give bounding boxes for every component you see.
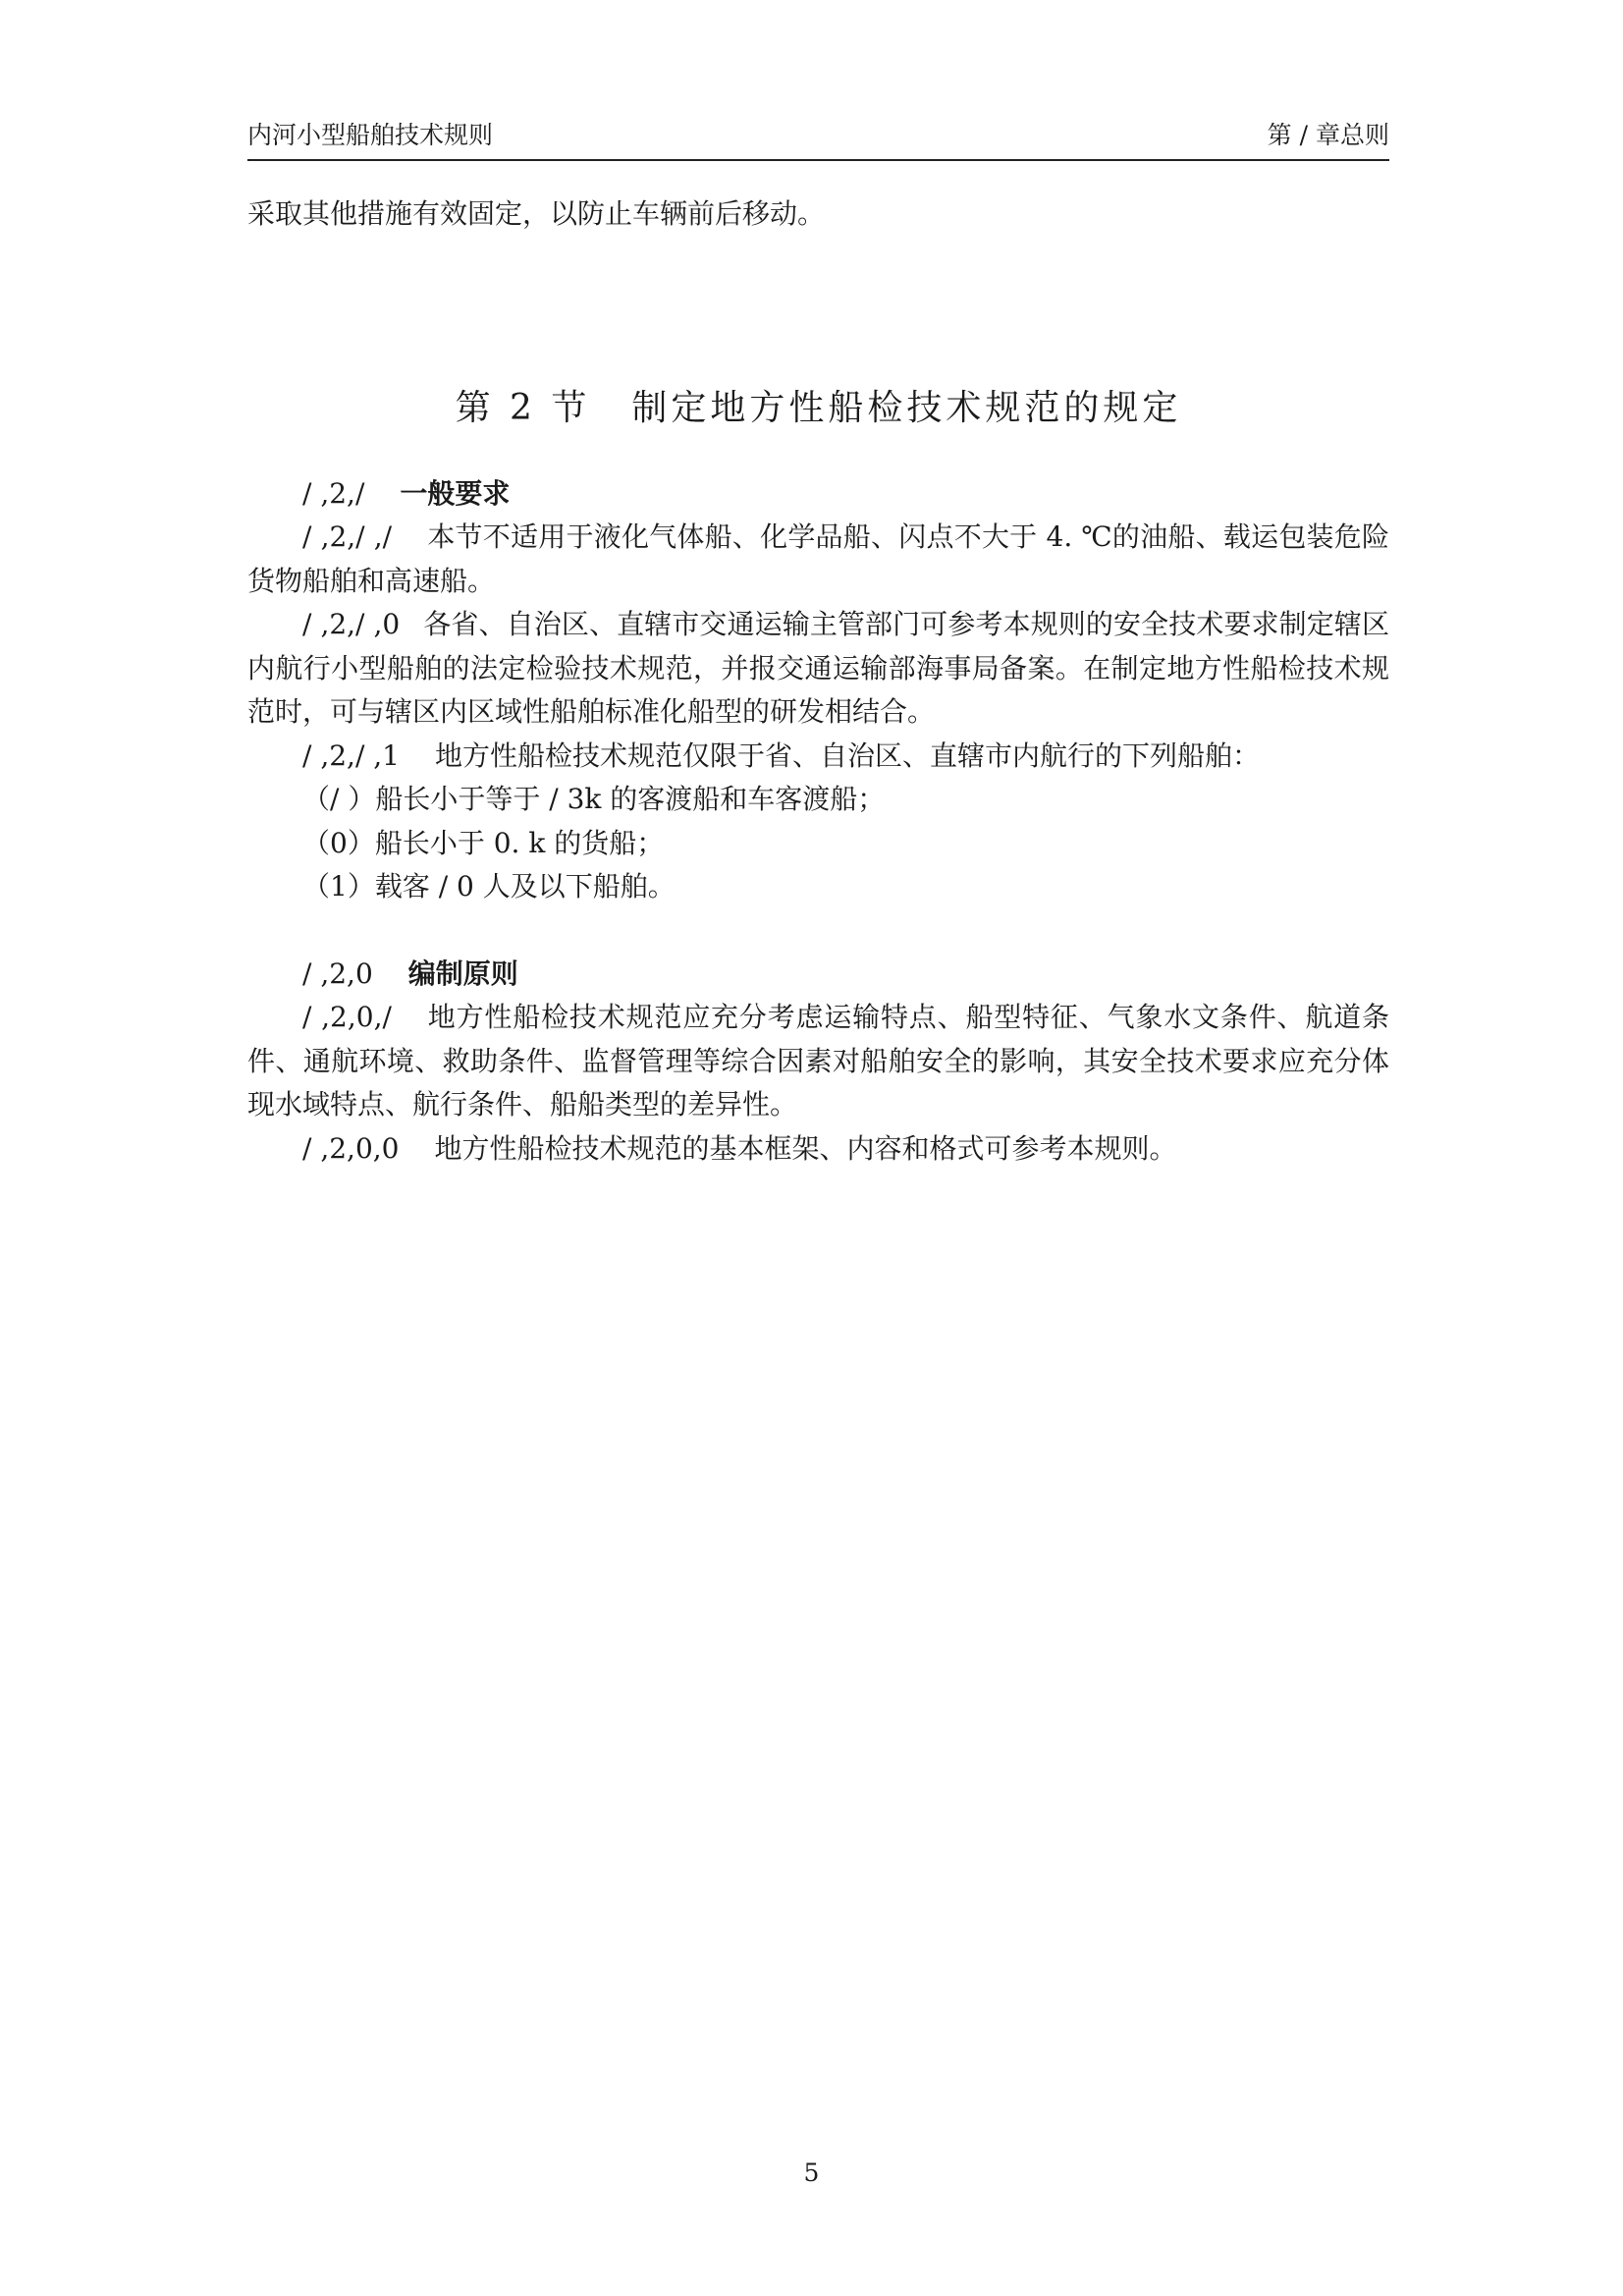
clause-number: / ,2,/ ,/: [302, 520, 393, 553]
clause-text: 本节不适用于液化气体船、化学品船、闪点不大于 4. ℃的油船、载运包装危险货物船舶和高速船。: [247, 520, 1390, 597]
page-body: [247, 192, 1389, 1171]
intro-line: 采取其他措施有效固定，以防止车辆前后移动。: [247, 197, 826, 230]
clause-1-3: [247, 735, 1389, 779]
subsection-title-1: 一般要求: [400, 476, 511, 510]
page-number: 5: [803, 2159, 820, 2187]
clause-1-1: [247, 516, 1389, 603]
subsection-number-1: / ,2,/: [302, 476, 365, 510]
list-item: （1）载客 / 0 人及以下船舶。: [302, 870, 676, 902]
section-number: 第 2 节: [455, 387, 591, 428]
list-item: （/ ）船长小于等于 / 3k 的客渡船和车客渡船；: [302, 783, 886, 815]
list-item: （0）船长小于 0. k 的货船；: [302, 826, 665, 859]
subsection-heading-2: [247, 953, 1389, 997]
clause-number: / ,2,0,0: [302, 1131, 400, 1165]
clause-number: / ,2,0,/: [302, 1001, 392, 1033]
clause-number: / ,2,/ ,1: [302, 738, 400, 772]
header-rule: [247, 159, 1389, 161]
clause-text: 地方性船检技术规范仅限于省、自治区、直辖市内航行的下列船舶：: [435, 738, 1261, 772]
clause-1-2: [247, 603, 1389, 735]
clause-2-2: [247, 1127, 1389, 1172]
clause-number: / ,2,/ ,0: [302, 608, 401, 640]
clause-text: 各省、自治区、直辖市交通运输主管部门可参考本规则的安全技术要求制定辖区内航行小型船舶的法定检验技术规范，并报交通运输部海事局备案。在制定地方性船检技术规范时，可与辖区内区域性船舶标准化船型的研发相结合。: [247, 608, 1389, 728]
subsection-heading-1: [247, 472, 1389, 517]
subsection-number-2: / ,2,0: [302, 957, 373, 990]
header-chapter-title: 第 / 章总则: [1267, 121, 1389, 149]
spacer: [247, 909, 1389, 953]
running-header: [247, 116, 1389, 155]
header-book-title: 内河小型船舶技术规则: [247, 121, 494, 149]
clause-2-1: [247, 996, 1389, 1127]
subsection-title-2: 编制原则: [407, 957, 518, 990]
section-title: [247, 384, 1389, 433]
clause-text: 地方性船检技术规范应充分考虑运输特点、船型特征、气象水文条件、航道条件、通航环境、救助条件、监督管理等综合因素对船舶安全的影响，其安全技术要求应充分体现水域特点、航行条件、船船类型的差异性。: [247, 1001, 1389, 1121]
clause-text: 地方性船检技术规范的基本框架、内容和格式可参考本规则。: [434, 1131, 1177, 1165]
section-title-text: 制定地方性船检技术规范的规定: [631, 387, 1182, 428]
